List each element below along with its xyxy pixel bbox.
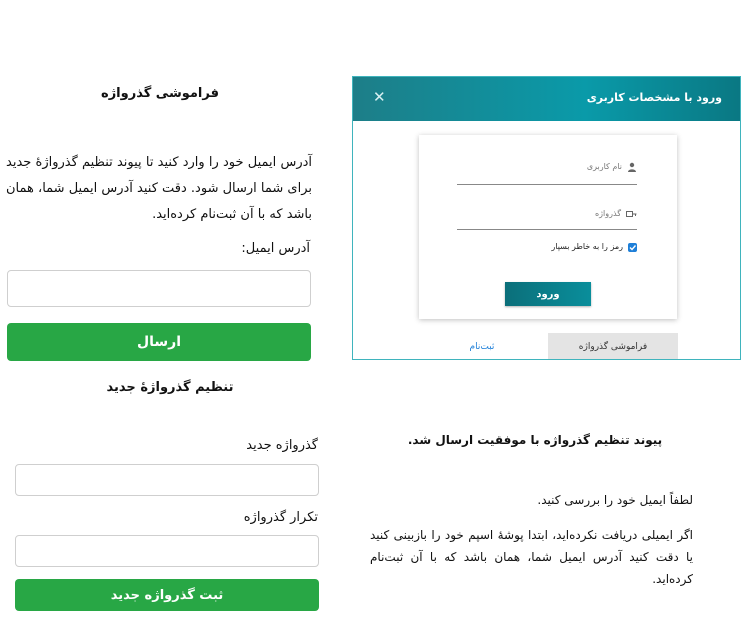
password-placeholder: گذرواژه (594, 209, 621, 218)
login-button[interactable]: ورود (505, 282, 591, 306)
modal-title: ورود با مشخصات کاربری (586, 91, 722, 104)
login-modal (352, 76, 741, 360)
email-label: آدرس ایمیل: (241, 241, 310, 256)
remember-checkbox[interactable] (628, 243, 637, 252)
remember-label: رمز را به خاطر بسپار (551, 242, 623, 251)
reset-password-title: تنظیم گذرواژهٔ جدید (106, 380, 234, 395)
repeat-password-label: تکرار گذرواژه (243, 510, 318, 525)
forgot-password-description: آدرس ایمیل خود را وارد کنید تا پیوند تنظیم گذرواژهٔ جدید برای شما ارسال شود. دقت کنید آدرس ایمیل شما، همان باشد که با آن ثبت‌نام کرده‌اید. (6, 155, 312, 222)
modal-header (353, 77, 740, 121)
email-input[interactable] (7, 270, 311, 307)
repeat-password-input[interactable] (15, 535, 319, 567)
forgot-password-title: فراموشی گذرواژه (101, 86, 219, 101)
new-password-label: گذرواژه جدید (246, 438, 318, 453)
tab-register[interactable]: ثبت‌نام (469, 342, 495, 352)
user-icon (627, 162, 637, 172)
tab-forgot-password[interactable]: فراموشی گذرواژه (548, 333, 678, 360)
username-placeholder: نام کاربری (586, 162, 622, 171)
check-email-text: لطفاً ایمیل خود را بررسی کنید. (537, 493, 693, 507)
reset-link-sent-title: پیوند تنظیم گذرواژه با موفقیت ارسال شد. (407, 433, 663, 447)
save-new-password-button[interactable]: ثبت گذرواژه جدید (15, 579, 319, 611)
spam-note-text: اگر ایمیلی دریافت نکرده‌اید، ابتدا پوشهٔ اسپم خود را بازبینی کنید یا دقت کنید آدرس ایمیل شما، همان باشد که با آن ثبت‌نام کرده‌اید. (370, 528, 693, 586)
close-icon[interactable]: ✕ (373, 88, 386, 106)
new-password-input[interactable] (15, 464, 319, 496)
key-icon (626, 209, 637, 219)
send-button[interactable]: ارسال (7, 323, 311, 361)
login-card (419, 135, 677, 319)
